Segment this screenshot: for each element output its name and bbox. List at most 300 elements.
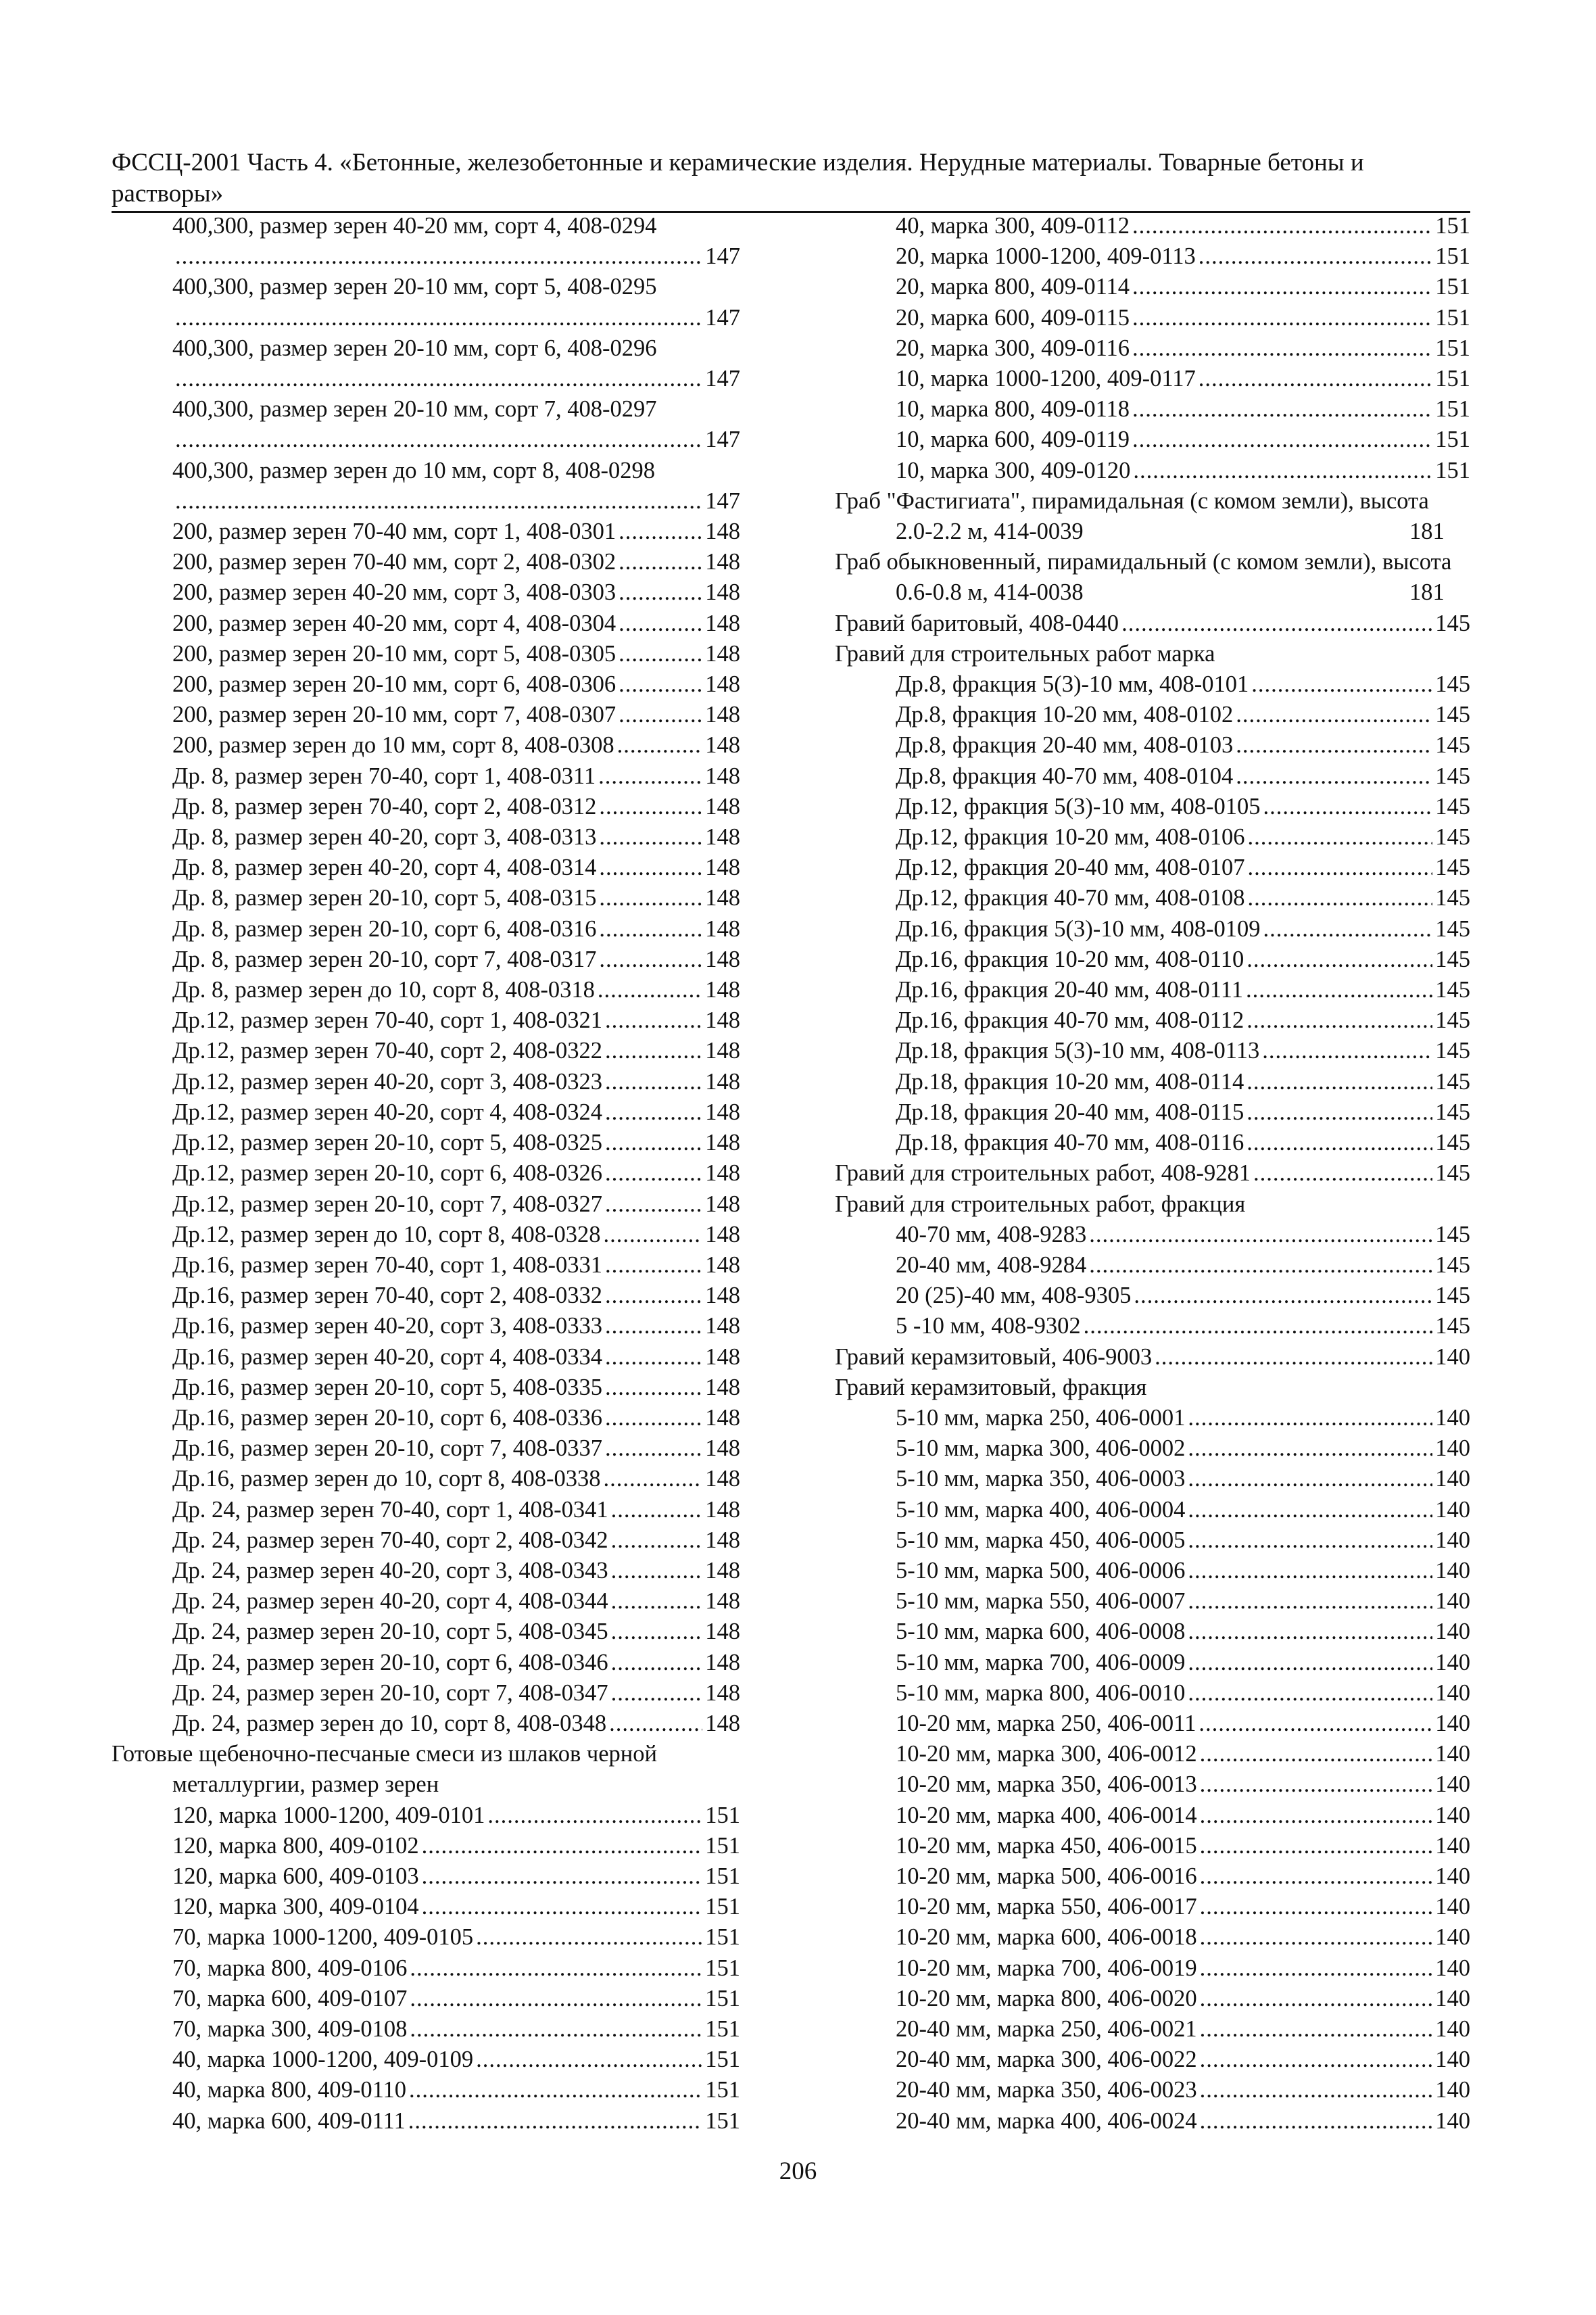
index-entry-text: Др. 8, размер зерен 70-40, сорт 2, 408-0312 [172, 793, 597, 819]
index-entry [112, 2075, 740, 2105]
index-entry [112, 1373, 740, 1403]
dot-leader [619, 517, 702, 547]
index-entry-page: 148 [705, 1710, 740, 1736]
index-entry-text: Др.16, фракция 10-20 мм, 408-0110 [896, 946, 1244, 972]
index-entry-page: 140 [1435, 1924, 1470, 1951]
index-entry-page: 148 [705, 610, 740, 636]
index-entry [112, 1892, 740, 1922]
index-entry-text: Гравий баритовый, 408-0440 [835, 610, 1119, 636]
dot-leader [1200, 1922, 1433, 1953]
index-entry-text: Др.12, размер зерен до 10, сорт 8, 408-0328 [172, 1221, 601, 1247]
index-entry [112, 1311, 740, 1341]
index-entry-text: Гравий керамзитовый, фракция [835, 1374, 1147, 1400]
dot-leader [422, 1861, 703, 1892]
index-entry [112, 1495, 740, 1525]
dot-leader [599, 945, 702, 975]
index-entry-page: 148 [705, 1313, 740, 1339]
index-entry-page: 151 [705, 1894, 740, 1920]
index-entry [112, 1617, 740, 1647]
index-entry-text: 400,300, размер зерен 20-10 мм, сорт 7, 408-0297 [172, 396, 657, 423]
dot-leader [1200, 1739, 1433, 1769]
running-header: ФССЦ-2001 Часть 4. «Бетонные, железобетонные и керамические изделия. Нерудные материалы. Товарные бетоны и растворы» [112, 149, 1364, 208]
dot-leader [619, 608, 702, 639]
index-entry-page: 140 [1435, 1802, 1470, 1828]
index-entry-text: 5 -10 мм, 408-9302 [896, 1313, 1081, 1339]
index-entry [835, 1464, 1470, 1494]
index-entry [835, 241, 1470, 272]
dot-leader [1089, 1220, 1432, 1250]
index-entry [112, 2106, 740, 2137]
index-entry-page: 140 [1435, 1863, 1470, 1889]
index-column-right [835, 211, 1470, 2137]
index-entry-text: Др. 8, размер зерен 20-10, сорт 6, 408-0316 [172, 915, 597, 942]
index-entry-page: 145 [1435, 732, 1470, 759]
index-entry [112, 1433, 740, 1464]
index-entry-page: 140 [1435, 1894, 1470, 1920]
index-entry [112, 822, 740, 853]
index-entry [835, 1433, 1470, 1464]
index-entry [835, 792, 1470, 822]
index-entry-text: Др.8, фракция 40-70 мм, 408-0104 [896, 763, 1234, 789]
index-entry [112, 1586, 740, 1617]
index-entry [835, 1984, 1470, 2014]
index-entry-page: 145 [1435, 855, 1470, 881]
index-entry-text: 70, марка 600, 409-0107 [172, 1985, 408, 2011]
index-entry-text: 120, марка 300, 409-0104 [172, 1894, 419, 1920]
dot-leader [1247, 1005, 1432, 1036]
dot-leader [1236, 700, 1432, 730]
dot-leader [1084, 1311, 1433, 1341]
index-entry-text: 5-10 мм, марка 250, 406-0001 [896, 1404, 1186, 1431]
dot-leader [1200, 1769, 1433, 1800]
index-entry-page: 148 [705, 1679, 740, 1706]
index-entry-page: 148 [705, 579, 740, 606]
dot-leader [175, 364, 702, 394]
index-entry-text: 20, марка 300, 409-0116 [896, 335, 1130, 361]
index-entry [835, 456, 1470, 486]
index-entry [835, 333, 1470, 364]
index-entry [112, 883, 740, 913]
index-entry [835, 1709, 1470, 1739]
index-entry-text: Др.12, размер зерен 20-10, сорт 5, 408-0325 [172, 1130, 603, 1156]
index-entry [835, 1525, 1470, 1556]
index-entry-page: 140 [1435, 2107, 1470, 2134]
index-entry-page: 145 [1435, 915, 1470, 942]
dot-leader [1188, 1525, 1432, 1556]
index-entry-page: 151 [1435, 396, 1470, 423]
index-entry-text: 20-40 мм, марка 300, 406-0022 [896, 2047, 1197, 2073]
index-column-left [112, 211, 740, 2137]
index-entry [835, 394, 1470, 425]
index-entry-text: 10-20 мм, марка 250, 406-0011 [896, 1710, 1196, 1736]
index-entry [835, 1769, 1470, 1800]
dot-leader [1263, 914, 1433, 945]
index-entry [835, 1403, 1470, 1433]
dot-leader [1133, 456, 1432, 486]
index-entry [835, 364, 1470, 394]
index-entry-page: 148 [705, 1619, 740, 1645]
index-entry-text: Др. 8, размер зерен 40-20, сорт 3, 408-0313 [172, 824, 597, 851]
index-entry-page: 140 [1435, 1985, 1470, 2011]
index-entry [835, 1373, 1470, 1403]
index-entry [112, 1525, 740, 1556]
index-entry-page: 140 [1435, 1649, 1470, 1675]
index-entry-text: Др. 24, размер зерен 20-10, сорт 5, 408-0345 [172, 1619, 608, 1645]
index-entry-text: 10, марка 600, 409-0119 [896, 427, 1130, 453]
index-entry-text: 5-10 мм, марка 550, 406-0007 [896, 1588, 1186, 1615]
index-entry-text: 200, размер зерен 20-10 мм, сорт 5, 408-0305 [172, 640, 616, 667]
index-entry-text: Гравий для строительных работ, 408-9281 [835, 1160, 1251, 1187]
dot-leader [1251, 669, 1432, 700]
index-entry [112, 1953, 740, 1984]
index-entry-text: Др.12, размер зерен 20-10, сорт 6, 408-0326 [172, 1160, 603, 1187]
index-entry-text: Др.16, размер зерен 20-10, сорт 5, 408-0335 [172, 1374, 603, 1400]
index-entry-page: 148 [705, 1191, 740, 1217]
index-entry-page: 145 [1435, 671, 1470, 698]
index-entry-text: 5-10 мм, марка 600, 406-0008 [896, 1619, 1186, 1645]
index-entry-page: 140 [1435, 2047, 1470, 2073]
index-entry [835, 1281, 1470, 1311]
index-entry [835, 1097, 1470, 1128]
index-entry-text: 400,300, размер зерен 20-10 мм, сорт 6, 408-0296 [172, 335, 657, 361]
index-entry-page: 140 [1435, 1404, 1470, 1431]
index-entry [835, 1128, 1470, 1158]
index-entry-text: 10-20 мм, марка 500, 406-0016 [896, 1863, 1197, 1889]
dot-leader [619, 577, 702, 608]
dot-leader [598, 975, 702, 1005]
dot-leader [611, 1648, 703, 1678]
dot-leader [605, 1158, 702, 1189]
index-entry-page: 148 [705, 1221, 740, 1247]
index-entry [112, 1005, 740, 1036]
dot-leader [487, 1800, 702, 1831]
index-entry-page: 148 [705, 671, 740, 698]
index-entry-page: 140 [1435, 1557, 1470, 1583]
dot-leader [1188, 1403, 1432, 1433]
index-entry-page: 151 [705, 2107, 740, 2134]
index-entry-text: 5-10 мм, марка 800, 406-0010 [896, 1679, 1186, 1706]
index-entry [112, 1800, 740, 1831]
index-entry-page: 148 [705, 1557, 740, 1583]
index-entry-text: 200, размер зерен 40-20 мм, сорт 3, 408-0303 [172, 579, 616, 606]
index-entry-page: 151 [1435, 427, 1470, 453]
index-entry [112, 1036, 740, 1066]
dot-leader [619, 700, 702, 730]
dot-leader [410, 1984, 702, 2014]
dot-leader [1121, 608, 1432, 639]
dot-leader [1248, 853, 1433, 883]
index-entry-text: 10-20 мм, марка 600, 406-0018 [896, 1924, 1197, 1951]
dot-leader [1132, 272, 1432, 302]
index-entry-text: Др. 24, размер зерен 40-20, сорт 4, 408-0344 [172, 1588, 608, 1615]
index-entry [112, 853, 740, 883]
index-entry [835, 761, 1470, 792]
dot-leader [175, 241, 702, 272]
index-entry [835, 1617, 1470, 1647]
index-entry [835, 2045, 1470, 2075]
dot-leader [408, 2106, 702, 2137]
index-entry-page: 140 [1435, 1955, 1470, 1981]
index-entry-text: Др.16, размер зерен 40-20, сорт 4, 408-0334 [172, 1343, 603, 1370]
dot-leader [1200, 2045, 1433, 2075]
index-entry-page: 148 [705, 1527, 740, 1553]
dot-leader [605, 1311, 702, 1341]
index-entry [835, 1861, 1470, 1892]
index-entry-text: 70, марка 300, 409-0108 [172, 2015, 408, 2042]
index-entry-page: 148 [705, 1404, 740, 1431]
index-entry [112, 1648, 740, 1678]
dot-leader [1200, 1892, 1433, 1922]
index-entry-page: 148 [705, 1068, 740, 1095]
index-entry [112, 639, 740, 669]
dot-leader [605, 1005, 702, 1036]
dot-leader [1200, 1831, 1433, 1861]
dot-leader [1199, 1709, 1432, 1739]
index-entry-page: 148 [705, 1251, 740, 1278]
index-entry-page: 140 [1435, 1679, 1470, 1706]
dot-leader [1132, 333, 1432, 364]
dot-leader [619, 639, 702, 669]
index-entry-page: 140 [1435, 1619, 1470, 1645]
index-entry [112, 1158, 740, 1189]
index-entry [112, 2014, 740, 2045]
index-entry [112, 211, 740, 272]
index-entry [835, 2014, 1470, 2045]
index-entry-page: 147 [705, 304, 740, 331]
index-entry-page: 145 [1435, 977, 1470, 1003]
index-entry [112, 1220, 740, 1250]
index-entry-text: Др.12, размер зерен 40-20, сорт 4, 408-0324 [172, 1099, 603, 1125]
index-entry-page: 148 [705, 519, 740, 545]
dot-leader [1188, 1495, 1432, 1525]
index-entry-page: 151 [1435, 274, 1470, 300]
dot-leader [611, 1678, 703, 1709]
index-entry [112, 272, 740, 333]
index-entry-text: 5-10 мм, марка 350, 406-0003 [896, 1466, 1186, 1492]
index-entry-page: 140 [1435, 1466, 1470, 1492]
index-entry [835, 1220, 1470, 1250]
index-entry-page: 145 [1435, 1130, 1470, 1156]
dot-leader [1247, 1067, 1432, 1097]
index-entry [112, 1678, 740, 1709]
dot-leader [1200, 2014, 1433, 2045]
index-entry-page: 147 [705, 366, 740, 392]
index-entry [112, 1464, 740, 1494]
index-entry [112, 2045, 740, 2075]
index-entry-page: 148 [705, 549, 740, 575]
index-entry-text: Др.16, размер зерен до 10, сорт 8, 408-0338 [172, 1466, 601, 1492]
dot-leader [605, 1403, 702, 1433]
index-entry [112, 517, 740, 547]
index-entry-text: Др.8, фракция 10-20 мм, 408-0102 [896, 702, 1234, 728]
dot-leader [1200, 2106, 1433, 2137]
index-entry-page: 140 [1435, 2015, 1470, 2042]
index-entry [835, 303, 1470, 333]
index-entry [835, 975, 1470, 1005]
index-entry [835, 1311, 1470, 1341]
index-entry [835, 1831, 1470, 1861]
index-entry-text: 10-20 мм, марка 800, 406-0020 [896, 1985, 1197, 2011]
index-entry [112, 1281, 740, 1311]
index-entry-page: 151 [705, 2077, 740, 2103]
index-entry-text: Др.16, фракция 5(3)-10 мм, 408-0109 [896, 915, 1261, 942]
index-entry-text: Др.16, размер зерен 70-40, сорт 2, 408-0332 [172, 1283, 603, 1309]
index-entry-text: 20-40 мм, марка 250, 406-0021 [896, 2015, 1197, 2042]
index-entry-page: 140 [1435, 2077, 1470, 2103]
index-entry [112, 1984, 740, 2014]
index-entry-text: 10-20 мм, марка 450, 406-0015 [896, 1832, 1197, 1859]
dot-leader [611, 1556, 703, 1586]
dot-leader [1188, 1433, 1432, 1464]
index-entry [112, 1250, 740, 1281]
dot-leader [175, 425, 702, 455]
index-entry [835, 425, 1470, 455]
dot-leader [1188, 1556, 1432, 1586]
index-entry [835, 2075, 1470, 2105]
index-entry-page: 145 [1435, 1251, 1470, 1278]
index-entry [835, 730, 1470, 761]
index-entry-text: Др.12, размер зерен 70-40, сорт 1, 408-0321 [172, 1007, 603, 1034]
index-entry [112, 577, 740, 608]
index-entry-text: Др. 24, размер зерен 40-20, сорт 3, 408-0343 [172, 1557, 608, 1583]
index-entry-text: Др. 24, размер зерен 70-40, сорт 2, 408-0342 [172, 1527, 608, 1553]
index-entry [835, 1800, 1470, 1831]
dot-leader [1199, 241, 1432, 272]
index-entry-text: Гравий для строительных работ марка [835, 640, 1215, 667]
dot-leader [611, 1525, 703, 1556]
index-entry-text: 120, марка 800, 409-0102 [172, 1832, 419, 1859]
dot-leader [1200, 1953, 1433, 1984]
index-entry-text: Готовые щебеночно-песчаные смеси из шлаков черной металлургии, размер зерен [112, 1741, 657, 1798]
index-entry [835, 822, 1470, 853]
dot-leader [1188, 1678, 1432, 1709]
index-entry-page: 151 [705, 2015, 740, 2042]
index-entry-text: 10, марка 800, 409-0118 [896, 396, 1130, 423]
index-entry [112, 761, 740, 792]
dot-leader [605, 1342, 702, 1373]
index-entry [835, 639, 1470, 669]
index-entry-page: 140 [1435, 1343, 1470, 1370]
dot-leader [1200, 1861, 1433, 1892]
index-entry [835, 1892, 1470, 1922]
index-entry-text: 20-40 мм, 408-9284 [896, 1251, 1087, 1278]
index-entry [835, 1678, 1470, 1709]
index-entry-page: 151 [705, 1863, 740, 1889]
index-entry [112, 1709, 740, 1739]
dot-leader [619, 547, 702, 577]
index-entry-page: 151 [705, 2047, 740, 2073]
index-entry-text: 40, марка 600, 409-0111 [172, 2107, 406, 2134]
index-entry-page: 148 [705, 1496, 740, 1523]
index-entry-page: 148 [705, 824, 740, 851]
index-entry-text: 200, размер зерен 70-40 мм, сорт 2, 408-0302 [172, 549, 616, 575]
index-entry-text: 20 (25)-40 мм, 408-9305 [896, 1283, 1132, 1309]
dot-leader [605, 1067, 702, 1097]
dot-leader [1155, 1342, 1432, 1373]
index-entry-page: 148 [705, 1435, 740, 1462]
index-entry-text: Др.18, фракция 20-40 мм, 408-0115 [896, 1099, 1244, 1125]
index-entry-text: Др. 8, размер зерен 20-10, сорт 7, 408-0317 [172, 946, 597, 972]
index-entry-text: Др. 24, размер зерен 70-40, сорт 1, 408-0341 [172, 1496, 608, 1523]
dot-leader [422, 1892, 703, 1922]
index-entry-page: 148 [705, 1130, 740, 1156]
index-entry [112, 1097, 740, 1128]
dot-leader [605, 1036, 702, 1066]
index-entry-text: Др.12, размер зерен 40-20, сорт 3, 408-0323 [172, 1068, 603, 1095]
index-entry-text: Граб "Фастигиата", пирамидальная (с комом земли), высота 2.0-2.2 м, 414-0039 [835, 487, 1429, 545]
index-entry [112, 700, 740, 730]
index-entry-text: 5-10 мм, марка 400, 406-0004 [896, 1496, 1186, 1523]
index-entry-page: 145 [1435, 702, 1470, 728]
index-entry-page: 147 [705, 427, 740, 453]
index-entry-page: 151 [1435, 243, 1470, 270]
index-entry-page: 145 [1435, 1313, 1470, 1339]
index-entry-text: 40-70 мм, 408-9283 [896, 1221, 1087, 1247]
dot-leader [1132, 425, 1432, 455]
index-entry-page: 145 [1435, 946, 1470, 972]
index-entry-text: Др.8, фракция 5(3)-10 мм, 408-0101 [896, 671, 1249, 698]
index-entry-page: 145 [1435, 1007, 1470, 1034]
dot-leader [1263, 792, 1433, 822]
index-entry-text: 10-20 мм, марка 350, 406-0013 [896, 1771, 1197, 1798]
index-entry [112, 1067, 740, 1097]
dot-leader [599, 853, 702, 883]
index-entry [112, 1861, 740, 1892]
index-entry-page: 140 [1435, 1832, 1470, 1859]
dot-leader [605, 1128, 702, 1158]
index-entry-page: 148 [705, 793, 740, 819]
index-entry [112, 1831, 740, 1861]
index-entry [835, 700, 1470, 730]
dot-leader [598, 761, 702, 792]
dot-leader [605, 1433, 702, 1464]
index-entry [835, 1158, 1470, 1189]
index-entry-page: 148 [705, 1099, 740, 1125]
index-entry [112, 945, 740, 975]
dot-leader [1253, 1158, 1432, 1189]
index-entry-text: 70, марка 1000-1200, 409-0105 [172, 1924, 474, 1951]
index-entry-page: 148 [705, 702, 740, 728]
index-entry-page: 145 [1435, 763, 1470, 789]
index-entry-text: 70, марка 800, 409-0106 [172, 1955, 408, 1981]
index-entry-text: 5-10 мм, марка 450, 406-0005 [896, 1527, 1186, 1553]
index-entry-page: 148 [705, 1007, 740, 1034]
index-entry-text: Др.12, размер зерен 20-10, сорт 7, 408-0327 [172, 1191, 603, 1217]
dot-leader [1188, 1464, 1432, 1494]
dot-leader [410, 2014, 702, 2045]
index-entry-page: 147 [705, 487, 740, 514]
index-entry-page: 145 [1435, 1221, 1470, 1247]
index-entry-text: 10-20 мм, марка 400, 406-0014 [896, 1802, 1197, 1828]
index-entry-page: 140 [1435, 1435, 1470, 1462]
index-entry [112, 547, 740, 577]
dot-leader [1248, 822, 1433, 853]
index-entry: Граб "Фастигиата", пирамидальная (с комом земли), высота 2.0-2.2 м, 414-0039 181 [835, 487, 1445, 545]
index-entry-text: 20, марка 600, 409-0115 [896, 304, 1130, 331]
dot-leader [1188, 1648, 1432, 1678]
index-entry-page: 148 [705, 946, 740, 972]
index-entry-page: 151 [1435, 335, 1470, 361]
index-entry-page: 148 [705, 732, 740, 759]
dot-leader [410, 1953, 702, 1984]
index-entry [112, 975, 740, 1005]
index-entry-page: 151 [1435, 457, 1470, 483]
dot-leader [1248, 883, 1433, 913]
index-entry-page: 148 [705, 640, 740, 667]
index-entry-text: 10-20 мм, марка 700, 406-0019 [896, 1955, 1197, 1981]
index-entry-text: 200, размер зерен 70-40 мм, сорт 1, 408-0301 [172, 519, 616, 545]
index-entry-page: 148 [705, 1588, 740, 1615]
